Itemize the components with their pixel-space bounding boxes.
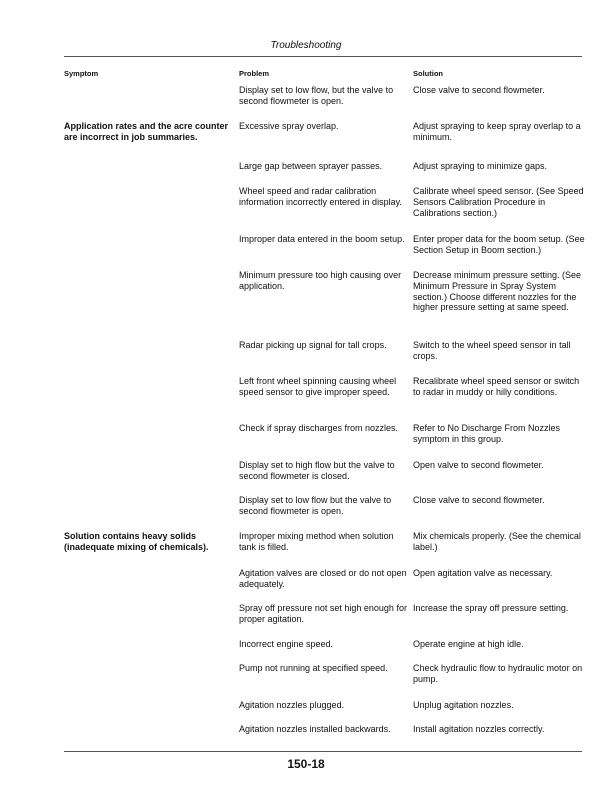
table-cell-problem: Large gap between sprayer passes. [239,161,383,171]
table-cell-problem: Spray off pressure not set high enough for proper agitation. [239,603,407,624]
table-cell-solution: Unplug agitation nozzles. [413,700,514,710]
table-cell-problem: Pump not running at specified speed. [239,663,388,673]
table-cell-problem: Agitation nozzles installed backwards. [239,724,391,734]
table-cell-solution: Recalibrate wheel speed sensor or switch to radar in muddy or hilly conditions. [413,376,580,397]
table-cell-problem: Radar picking up signal for tall crops. [239,340,387,350]
table-cell-problem: Improper data entered in the boom setup. [239,234,405,244]
table-cell-solution: Increase the spray off pressure setting. [413,603,569,613]
table-cell-solution: Adjust spraying to minimize gaps. [413,161,548,171]
table-cell-problem: Agitation valves are closed or do not open adequately. [239,568,407,589]
column-header-problem: Problem [239,69,270,78]
table-cell-solution: Operate engine at high idle. [413,639,524,649]
bottom-divider [64,751,582,752]
table-cell-solution: Install agitation nozzles correctly. [413,724,545,734]
table-cell-problem: Minimum pressure too high causing over application. [239,270,402,291]
table-cell-solution: Adjust spraying to keep spray overlap to a minimum. [413,121,581,142]
table-cell-solution: Mix chemicals properly. (See the chemical label.) [413,531,581,552]
column-header-symptom: Symptom [64,69,99,78]
table-cell-problem: Display set to high flow but the valve to second flowmeter is closed. [239,460,395,481]
table-cell-symptom: Solution contains heavy solids (inadequate mixing of chemicals). [64,531,209,552]
table-cell-solution: Open agitation valve as necessary. [413,568,553,578]
table-cell-problem: Left front wheel spinning causing wheel speed sensor to give improper speed. [239,376,397,397]
table-cell-problem: Improper mixing method when solution tank is filled. [239,531,394,552]
table-cell-problem: Display set to low flow but the valve to second flowmeter is open. [239,495,392,516]
table-cell-solution: Refer to No Discharge From Nozzles symptom in this group. [413,423,561,444]
table-cell-solution: Enter proper data for the boom setup. (See Section Setup in Boom section.) [413,234,585,255]
table-cell-problem: Display set to low flow, but the valve to second flowmeter is open. [239,85,394,106]
page-number: 150-18 [287,757,325,771]
page-header: Troubleshooting [270,40,342,51]
table-cell-solution: Check hydraulic flow to hydraulic motor on pump. [413,663,583,684]
table-cell-symptom: Application rates and the acre counter are incorrect in job summaries. [64,121,229,142]
table-cell-problem: Incorrect engine speed. [239,639,334,649]
table-cell-problem: Wheel speed and radar calibration information incorrectly entered in display. [239,186,402,207]
table-cell-solution: Calibrate wheel speed sensor. (See Speed Sensors Calibration Procedure in Calibrations section.) [413,186,584,218]
table-cell-solution: Close valve to second flowmeter. [413,495,545,505]
table-cell-solution: Switch to the wheel speed sensor in tall crops. [413,340,571,361]
table-cell-problem: Excessive spray overlap. [239,121,339,131]
table-cell-problem: Agitation nozzles plugged. [239,700,345,710]
table-cell-solution: Decrease minimum pressure setting. (See Minimum Pressure in Spray System section.) Choose different nozzles for the higher pressure setting at same speed. [413,270,582,313]
table-cell-solution: Open valve to second flowmeter. [413,460,544,470]
table-cell-solution: Close valve to second flowmeter. [413,85,545,95]
column-header-solution: Solution [413,69,443,78]
table-cell-problem: Check if spray discharges from nozzles. [239,423,399,433]
